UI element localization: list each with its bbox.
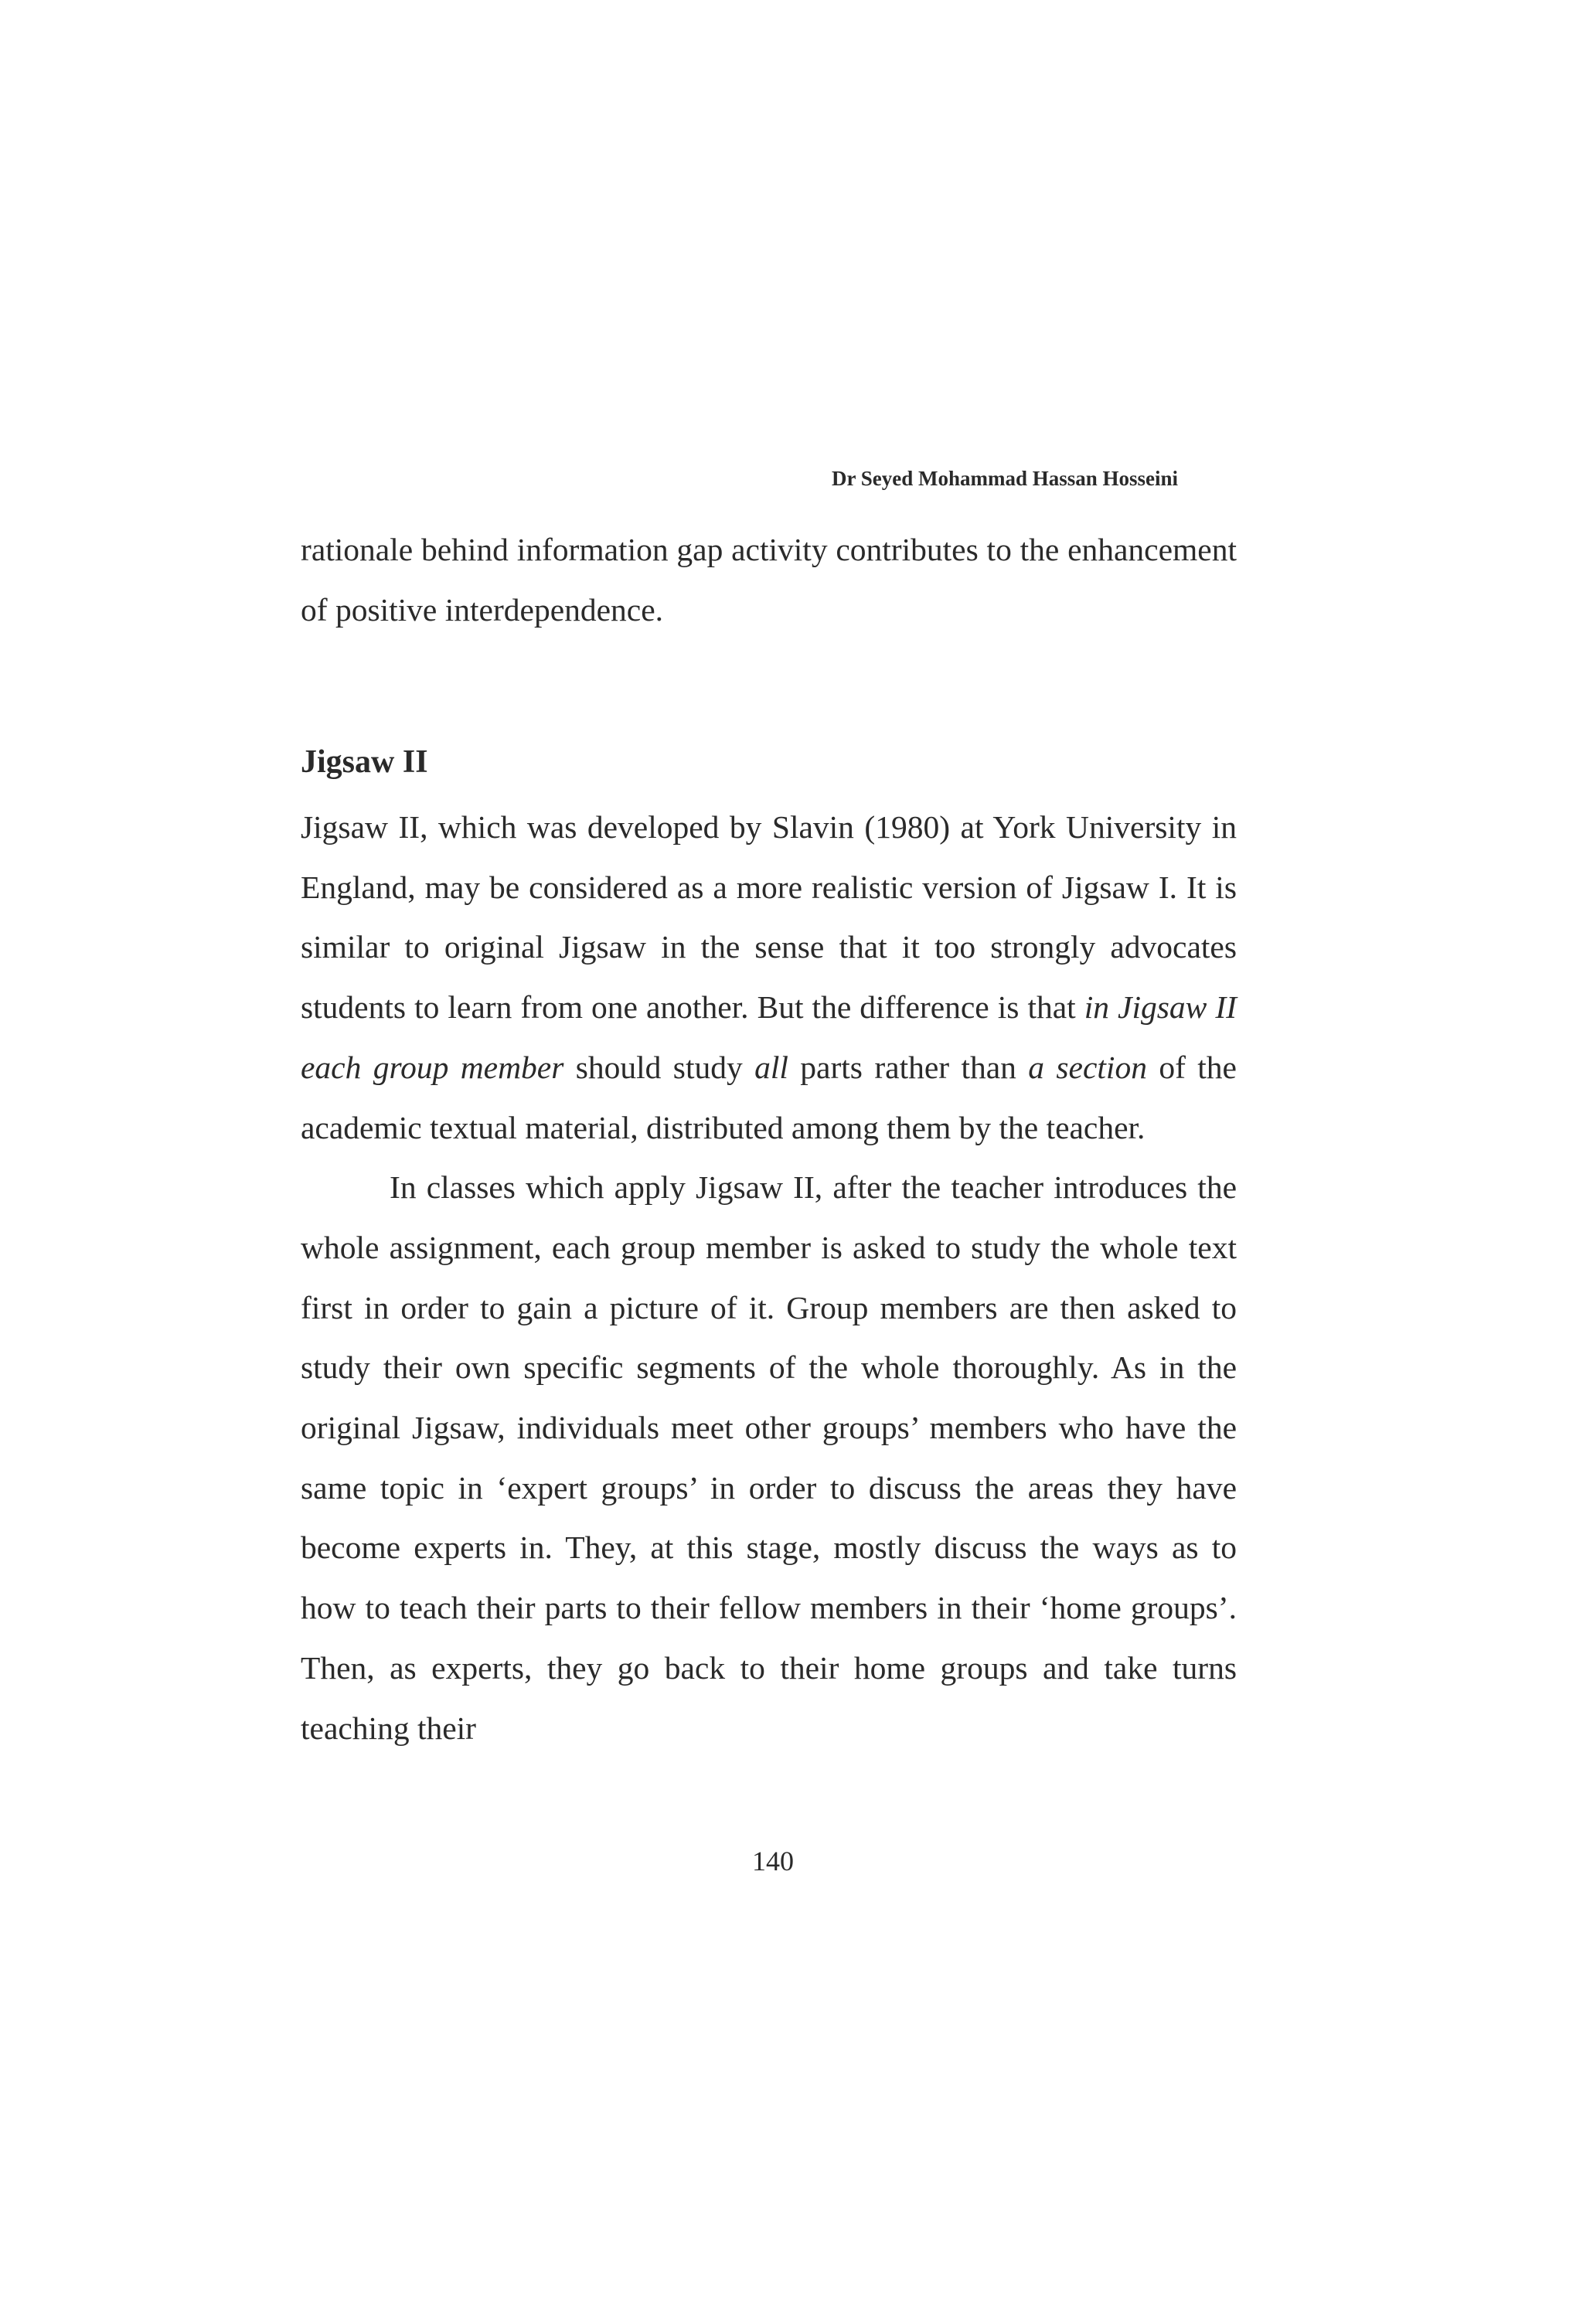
paragraph-1-part-3: parts rather than [788,1049,1029,1085]
section-body [301,798,1237,1758]
section-heading: Jigsaw II [301,744,428,780]
paragraph-2: In classes which apply Jigsaw II, after the teacher introduces the whole assignment, each group member is asked to study the whole text first in order to gain a picture of it. Group members are then asked to study their own specific segments of the whole thoroughly. As in the original Jigsaw, individuals meet other groups’ members who have the same topic in ‘expert groups’ in order to discuss the areas they have become experts in. They, at this stage, mostly discuss the ways as to how to teach their parts to their fellow members in their ‘home groups’. Then, as experts, they go back to their home groups and take turns teaching their [301,1169,1237,1746]
intro-paragraph-text: rationale behind information gap activity contributes to the enhancement of positive interdependence. [301,532,1237,628]
paragraph-1-italic-2: all [754,1049,788,1085]
paragraph-1 [301,798,1237,1158]
running-head: Dr Seyed Mohammad Hassan Hosseini [831,467,1179,490]
intro-paragraph [301,520,1237,640]
paragraph-1-italic-1: in Jigsaw II each group member [301,989,1237,1085]
page-number: 140 [752,1846,794,1877]
paragraph-1-italic-3: a section [1028,1049,1147,1085]
paragraph-1-part-1: Jigsaw II, which was developed by Slavin (1980) at York University in England, may be considered as a more realistic version of Jigsaw I. It is similar to original Jigsaw in the sense that it too strongly advocates students to learn from one another. But the difference is that [301,809,1237,1026]
paragraph-1-part-2: should study [563,1049,755,1085]
paragraph-1-part-4: of the academic textual material, distributed among them by the teacher. [301,1049,1237,1145]
